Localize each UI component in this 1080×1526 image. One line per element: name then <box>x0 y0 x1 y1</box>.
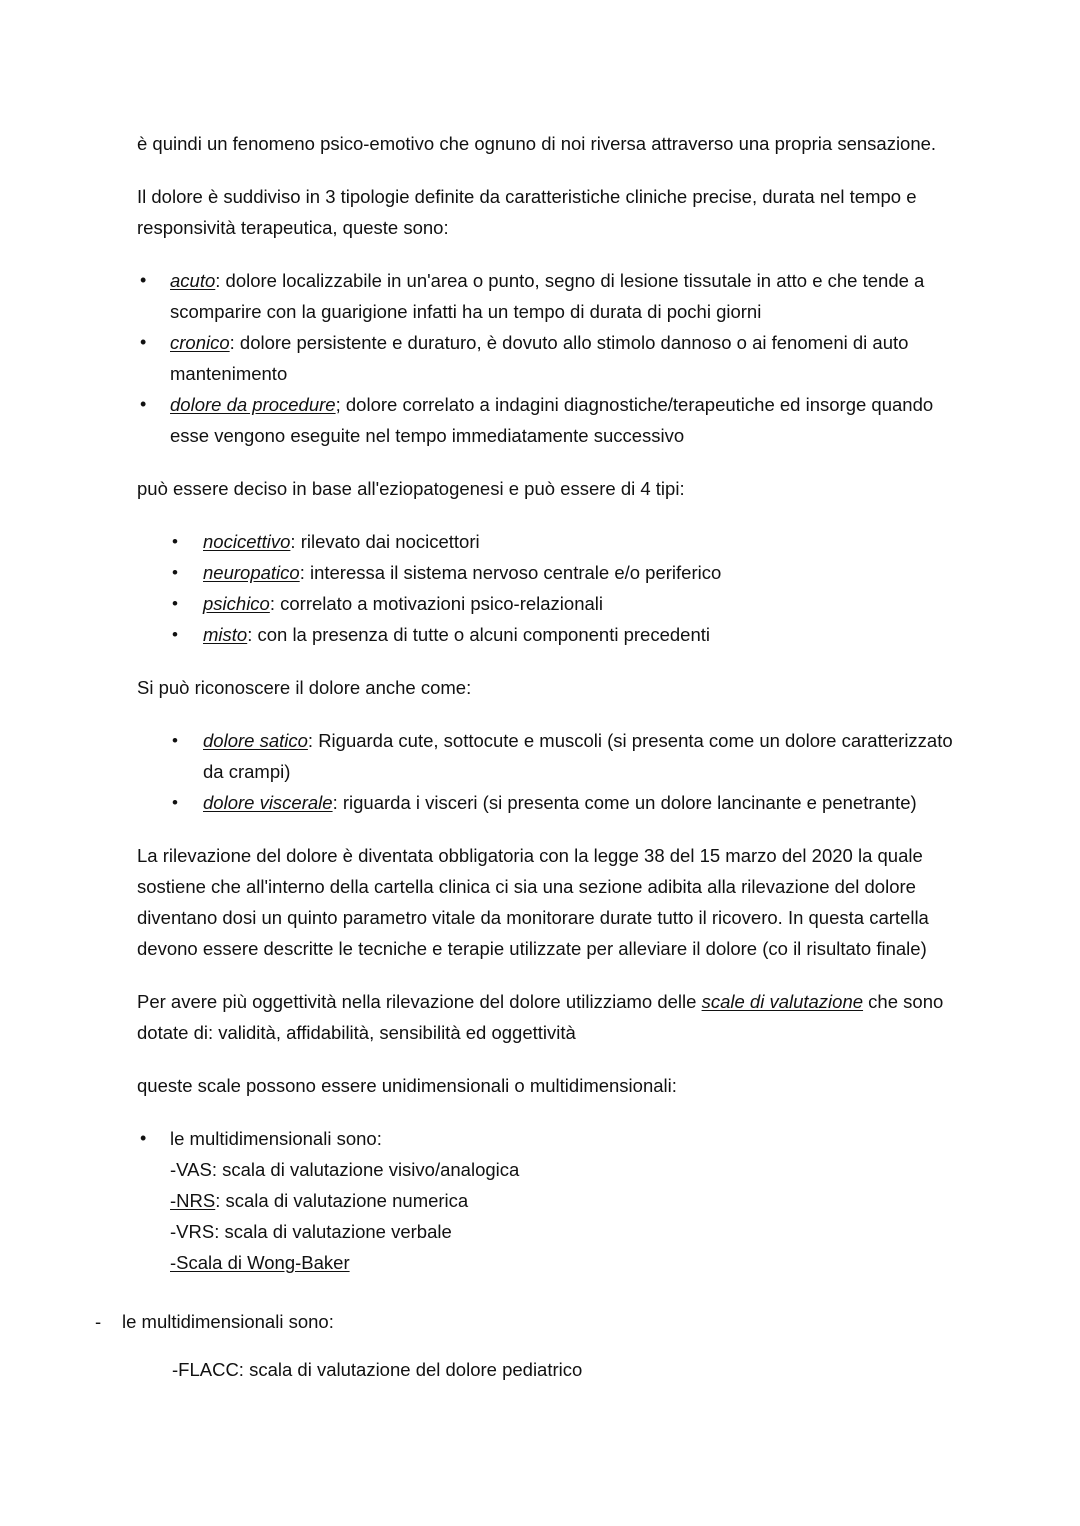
term-label: acuto <box>170 270 216 291</box>
scale-line <box>170 1247 965 1278</box>
term-description: dolore persistente e duraturo, è dovuto allo stimolo dannoso o ai fenomeni di auto mantenimento <box>170 332 909 384</box>
list-item <box>172 526 965 557</box>
scale-label: -NRS <box>170 1190 216 1211</box>
list-item <box>137 1123 965 1278</box>
term-description: correlato a motivazioni psico-relazionali <box>280 593 603 614</box>
list-scale-multidimensionali-2 <box>122 1306 965 1337</box>
oggettivita-text-after: che sono dotate di: validità, affidabilità, sensibilità ed oggettività <box>137 991 944 1043</box>
term-scale-di-valutazione: scale di valutazione <box>701 991 864 1012</box>
term-separator: : <box>269 593 281 614</box>
oggettivita-text-before: Per avere più oggettività nella rilevazione del dolore utilizziamo delle <box>137 991 702 1012</box>
term-separator: : <box>290 531 301 552</box>
list-item <box>137 265 965 327</box>
term-description: con la presenza di tutte o alcuni componenti precedenti <box>257 624 710 645</box>
term-label: cronico <box>170 332 230 353</box>
term-description: dolore correlato a indagini diagnostiche/terapeutiche ed insorge quando esse vengono eseguite nel tempo immediatamente successivo <box>170 394 934 446</box>
term-description: riguarda i visceri (si presenta come un dolore lancinante e penetrante) <box>342 792 917 813</box>
paragraph-scale-lead: queste scale possono essere unidimensionali o multidimensionali: <box>137 1075 677 1096</box>
scale-label: -VRS <box>170 1221 215 1242</box>
scale-line-flacc: -FLACC: scala di valutazione del dolore pediatrico <box>172 1359 583 1380</box>
scale-description: : scala di valutazione visivo/analogica <box>211 1159 520 1180</box>
term-description: rilevato dai nocicettori <box>300 531 480 552</box>
term-description: Riguarda cute, sottocute e muscoli (si presenta come un dolore caratterizzato da crampi) <box>203 730 953 782</box>
list-riconoscere <box>137 725 965 818</box>
list-item <box>172 619 965 650</box>
term-label: dolore satico <box>203 730 308 751</box>
scale-description: : scala di valutazione numerica <box>215 1190 469 1211</box>
paragraph-eziopatogenesi-lead: può essere deciso in base all'eziopatogenesi e può essere di 4 tipi: <box>137 478 685 499</box>
term-separator: : <box>332 792 343 813</box>
paragraph-legge: La rilevazione del dolore è diventata obbligatoria con la legge 38 del 15 marzo del 2020 la quale sostiene che all'interno della cartella clinica ci sia una sezione adibita alla rilevazione del dolore diventano dosi un quinto parametro vitale da monitorare durate tutto il ricovero. In questa cartella devono essere descritte le tecniche e terapie utilizzate per alleviare il dolore (co il risultato finale) <box>137 845 929 959</box>
scale-sublines <box>170 1154 965 1278</box>
term-label: dolore da procedure <box>170 394 336 415</box>
list-item-heading: le multidimensionali sono: <box>122 1311 334 1332</box>
term-description: dolore localizzabile in un'area o punto, segno di lesione tissutale in atto e che tende a scomparire con la guarigione infatti ha un tempo di durata di pochi giorni <box>170 270 925 322</box>
term-label: nocicettivo <box>203 531 291 552</box>
scale-label: -Scala di Wong-Baker <box>170 1252 350 1273</box>
list-scale-multidimensionali <box>137 1123 965 1278</box>
scale-line <box>170 1185 965 1216</box>
scale-line <box>170 1216 965 1247</box>
term-label: dolore viscerale <box>203 792 333 813</box>
term-description: interessa il sistema nervoso centrale e/o periferico <box>309 562 722 583</box>
term-label: psichico <box>203 593 270 614</box>
paragraph-riconoscere-lead: Si può riconoscere il dolore anche come: <box>137 677 472 698</box>
term-label: neuropatico <box>203 562 300 583</box>
scale-label: -VAS <box>170 1159 212 1180</box>
term-separator: : <box>215 270 226 291</box>
list-item <box>172 588 965 619</box>
term-separator: : <box>307 730 319 751</box>
list-item-heading: le multidimensionali sono: <box>170 1128 382 1149</box>
list-item <box>137 327 965 389</box>
paragraph-oggettivita <box>137 986 965 1048</box>
list-item <box>172 725 965 787</box>
list-item <box>95 1306 965 1337</box>
paragraph-intro: è quindi un fenomeno psico-emotivo che ognuno di noi riversa attraverso una propria sensazione. <box>137 133 937 154</box>
term-separator: ; <box>335 394 346 415</box>
paragraph-tipologie-lead: Il dolore è suddiviso in 3 tipologie definite da caratteristiche cliniche precise, durata nel tempo e responsività terapeutica, queste sono: <box>137 186 917 238</box>
term-separator: : <box>299 562 310 583</box>
list-tipologie <box>137 265 965 451</box>
list-eziopatogenesi <box>137 526 965 650</box>
term-separator: : <box>247 624 258 645</box>
list-item <box>172 787 965 818</box>
term-label: misto <box>203 624 248 645</box>
scale-line <box>170 1154 965 1185</box>
list-item <box>137 389 965 451</box>
scale-description: : scala di valutazione verbale <box>214 1221 452 1242</box>
term-separator: : <box>229 332 240 353</box>
list-item <box>172 557 965 588</box>
